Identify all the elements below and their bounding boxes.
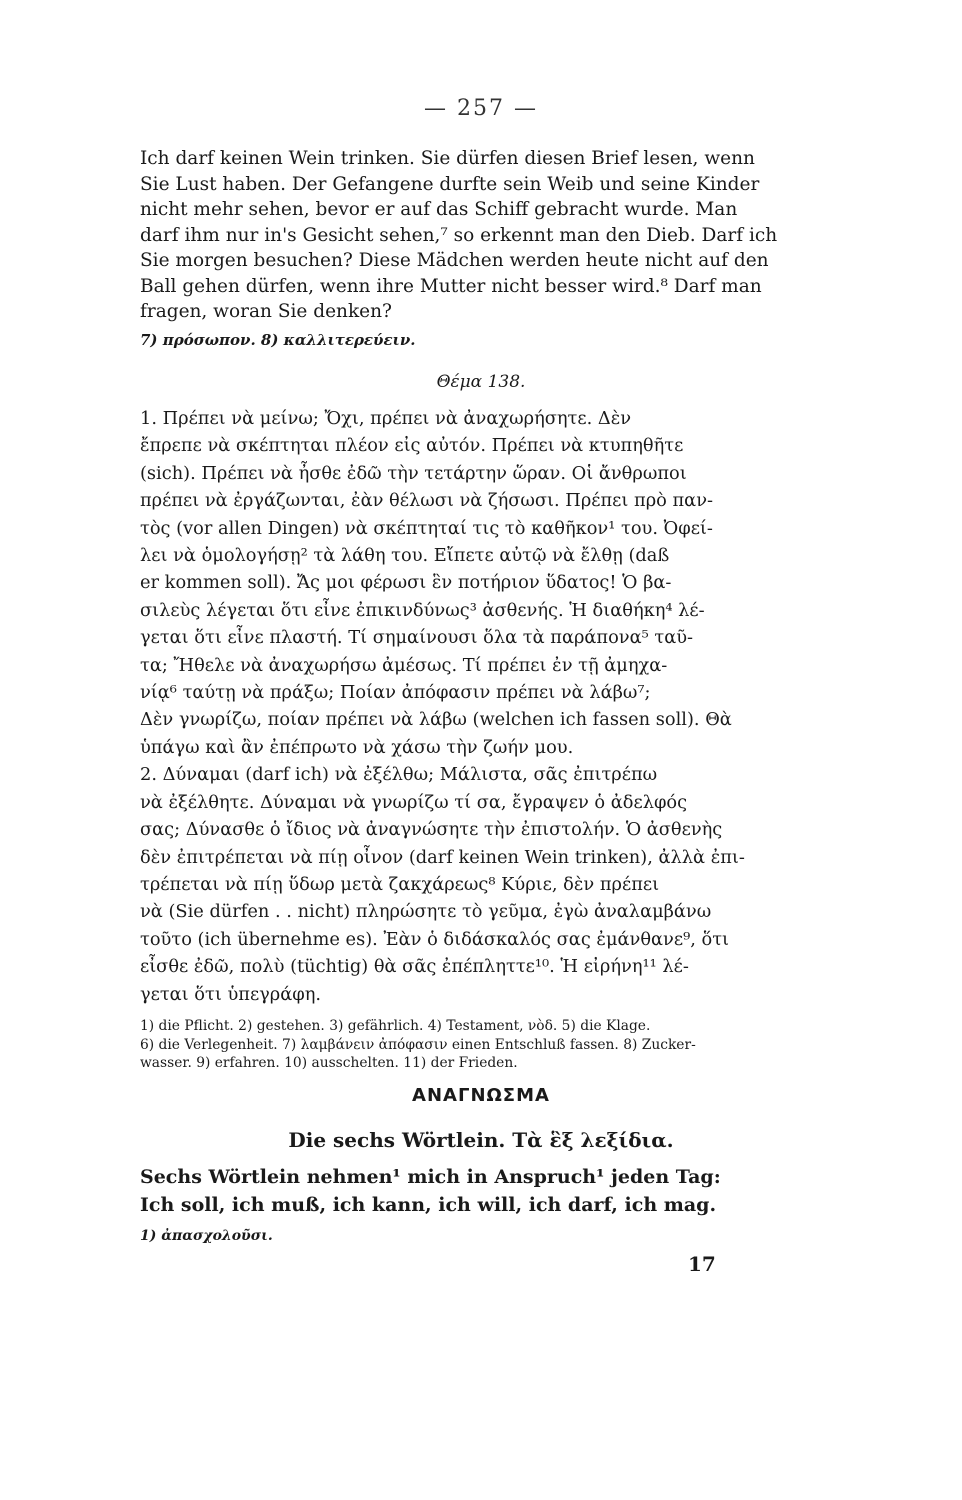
poem (140, 1163, 785, 1219)
text-line: δὲν ἐπιτρέπεται νὰ πίῃ οἶνον (darf keinen Wein trinken), ἀλλὰ ἐπι- (140, 846, 745, 868)
poem-note: 1) ἀπασχολοῦσι. (140, 1228, 273, 1244)
text-line: darf ihm nur in's Gesicht sehen,⁷ so erkennt man den Dieb. Darf ich (140, 224, 778, 246)
german-paragraph (140, 146, 785, 325)
text-line: γεται ὅτι ὑπεγράφη. (140, 983, 322, 1005)
reading-title: ΑΝΑΓΝΩΣΜΑ (412, 1085, 550, 1106)
poem-line: Sechs Wörtlein nehmen¹ mich in Anspruch¹ jeden Tag: (140, 1166, 721, 1188)
poem-title: Die sechs Wörtlein. Τὰ ἓξ λεξίδια. (288, 1128, 674, 1152)
theme-heading: Θέμα 138. (436, 372, 526, 392)
text-line: νίᾳ⁶ ταύτῃ νὰ πράξω; Ποίαν ἀπόφασιν πρέπει νὰ λάβω⁷; (140, 682, 651, 704)
text-line: σας; Δύνασθε ὁ ἴδιος νὰ ἀναγνώσητε τὴν ἐπιστολήν. Ὁ ἀσθενὴς (140, 819, 723, 841)
footnote-line: 6) die Verlegenheit. 7) λαμβάνειν ἀπόφασιν einen Entschluß fassen. 8) Zucker- (140, 1036, 696, 1053)
text-line: er kommen soll). Ἄς μοι φέρωσι ἓν ποτήριον ὕδατος! Ὁ βα- (140, 572, 672, 594)
text-line: τὸς (vor allen Dingen) νὰ σκέπτηταί τις τὸ καθῆκον¹ του. Ὀφεί- (140, 517, 713, 539)
text-line: νὰ ἐξέλθητε. Δύναμαι νὰ γνωρίζω τί σα, ἔγραψεν ὁ ἀδελφός (140, 791, 688, 813)
text-line: εἶσθε ἐδῶ, πολὺ (tüchtig) θὰ σᾶς ἐπέπληττε¹⁰. Ἡ εἰρήνη¹¹ λέ- (140, 956, 689, 978)
footnotes (140, 1017, 785, 1073)
notes-1: 7) πρόσωπον. 8) καλλιτερεύειν. (140, 331, 416, 349)
poem-line: Ich soll, ich muß, ich kann, ich will, ich darf, ich mag. (140, 1194, 717, 1216)
text-line: σιλεὺς λέγεται ὅτι εἶνε ἐπικινδύνως³ ἀσθενής. Ἡ διαθήκη⁴ λέ- (140, 599, 705, 621)
page-number: — 257 — (424, 96, 538, 121)
text-line: ὑπάγω καὶ ἂν ἐπέπρωτο νὰ χάσω τὴν ζωήν μου. (140, 736, 574, 758)
text-line: πρέπει νὰ ἐργάζωνται, ἐὰν θέλωσι νὰ ζήσωσι. Πρέπει πρὸ παν- (140, 490, 714, 512)
text-line: νὰ (Sie dürfen . . nicht) πληρώσητε τὸ γεῦμα, ἐγὼ ἀναλαμβάνω (140, 901, 712, 923)
text-line: (sich). Πρέπει νὰ ἦσθε ἐδῶ τὴν τετάρτην ὥραν. Οἱ ἄνθρωποι (140, 462, 687, 484)
text-line: Ich darf keinen Wein trinken. Sie dürfen diesen Brief lesen, wenn (140, 148, 755, 169)
greek-exercise (140, 405, 785, 1008)
sheet-number: 17 (688, 1252, 716, 1276)
text-line: Sie Lust haben. Der Gefangene durfte sein Weib und seine Kinder (140, 173, 760, 195)
text-line: τοῦτο (ich übernehme es). Ἐὰν ὁ διδάσκαλός σας ἐμάνθανε⁹, ὅτι (140, 928, 730, 950)
footnote-line: 1) die Pflicht. 2) gestehen. 3) gefährlich. 4) Testament, νὸδ. 5) die Klage. (140, 1018, 651, 1034)
text-line: fragen, woran Sie denken? (140, 301, 392, 322)
text-line: nicht mehr sehen, bevor er auf das Schiff gebracht wurde. Man (140, 199, 738, 220)
footnote-line: wasser. 9) erfahren. 10) ausschelten. 11) der Frieden. (140, 1055, 518, 1071)
text-line: λει νὰ ὁμολογήσῃ² τὰ λάθη του. Εἴπετε αὐτῷ νὰ ἔλθῃ (daß (140, 545, 670, 567)
text-line: τρέπεται νὰ πίῃ ὕδωρ μετὰ ζακχάρεως⁸ Κύριε, δὲν πρέπει (140, 873, 660, 895)
text-line: Ball gehen dürfen, wenn ihre Mutter nicht besser wird.⁸ Darf man (140, 275, 762, 297)
text-line: τα; Ἤθελε νὰ ἀναχωρήσω ἀμέσως. Τί πρέπει ἐν τῇ ἀμηχα- (140, 654, 668, 676)
text-line: Δὲν γνωρίζω, ποίαν πρέπει νὰ λάβω (welchen ich fassen soll). Θὰ (140, 709, 732, 731)
text-line: γεται ὅτι εἶνε πλαστή. Τί σημαίνουσι ὅλα τὰ παράπονα⁵ ταῦ- (140, 627, 694, 649)
text-line: 2. Δύναμαι (darf ich) νὰ ἐξέλθω; Μάλιστα, σᾶς ἐπιτρέπω (140, 764, 658, 786)
text-line: Sie morgen besuchen? Diese Mädchen werden heute nicht auf den (140, 250, 769, 271)
text-line: 1. Πρέπει νὰ μείνω; Ὄχι, πρέπει νὰ ἀναχωρήσητε. Δὲν (140, 408, 632, 429)
text-line: ἔπρεπε νὰ σκέπτηται πλέον εἰς αὐτόν. Πρέπει νὰ κτυπηθῆτε (140, 435, 684, 457)
